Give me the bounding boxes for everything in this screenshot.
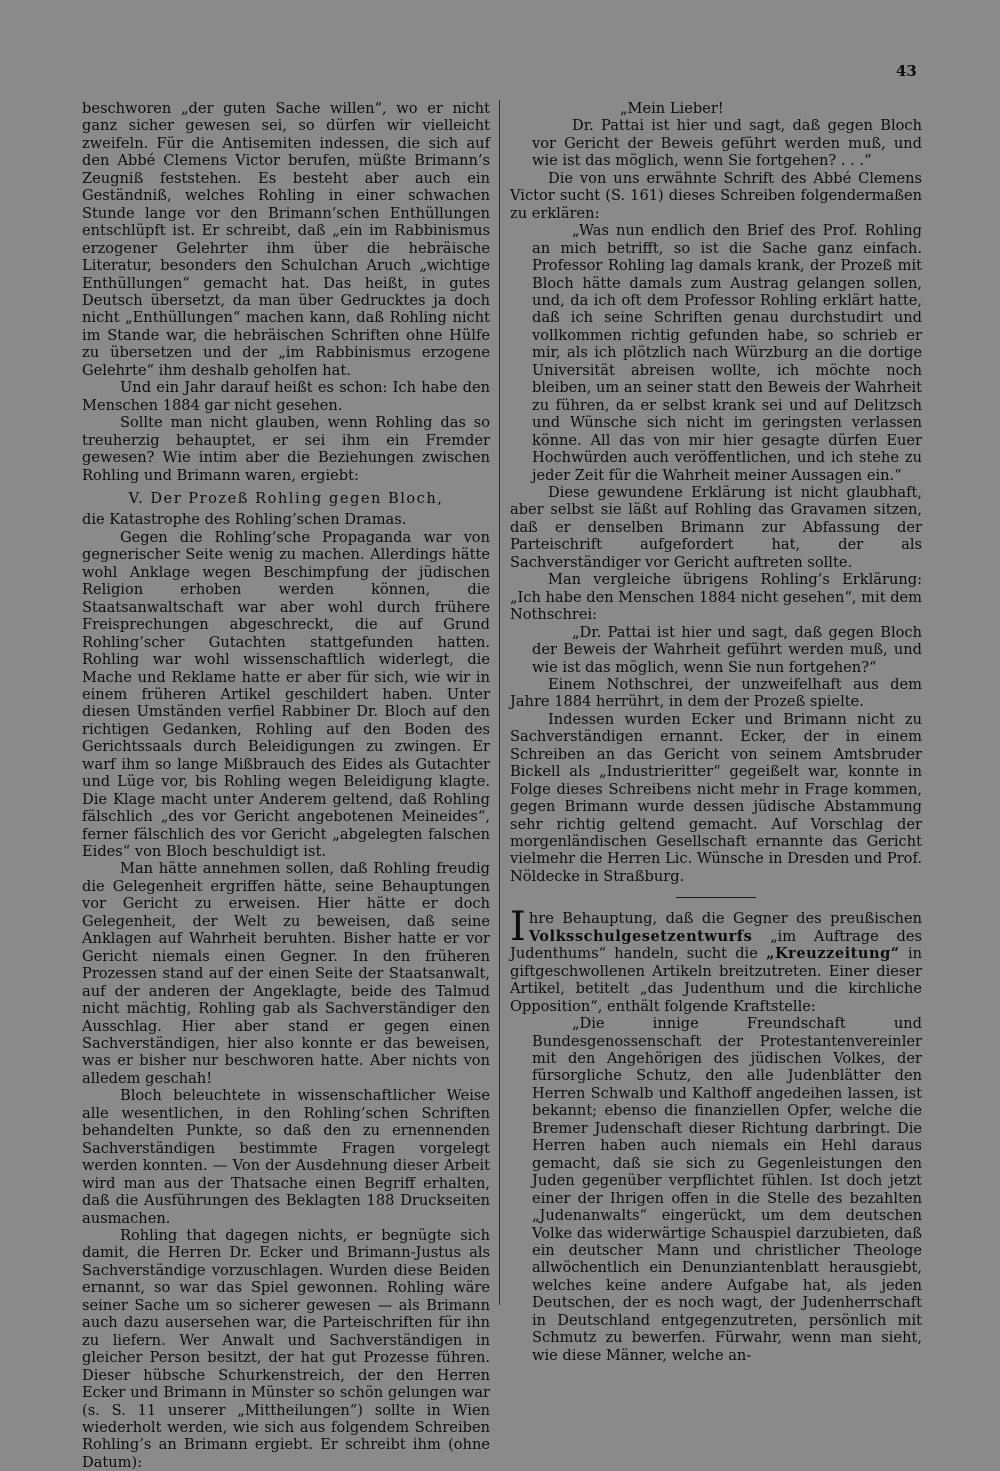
article-lead: hre Behauptung, daß die Gegner des preußischen: [528, 910, 922, 928]
paragraph: Indessen wurden Ecker und Brimann nicht zu Sachverständigen ernannt. Ecker, der in einem Schreiben an das Gericht von seinem Amtsbruder Bickell als „Industrieritter“ gegeißelt war, konnte in Folge dieses Schreibens nicht mehr in Frage kommen, gegen Brimann wurde dessen jüdische Abstammung sehr richtig geltend gemacht. Auf Vorschlag der morgenländischen Gesellschaft ernannte das Gericht vielmehr die Herren Lic. Wünsche in Dresden und Prof. Nöldecke in Straßburg.: [510, 710, 922, 885]
paragraph: Man hätte annehmen sollen, daß Rohling freudig die Gelegenheit ergriffen hätte, seine Behauptungen vor Gericht zu erweisen. Hier hätte er doch Gelegenheit, der Welt zu beweisen, daß seine Anklagen auf Wahrheit beruhten. Bisher hatte er vor Gericht niemals einen Gegner. In den früheren Prozessen stand auf der einen Seite der Staatsanwalt, auf der anderen der Angeklagte, beide des Talmud nicht mächtig, Rohling gab als Sachverständiger den Ausschlag. Hier aber stand er gegen einen Sachverständigen, hier also konnte er das beweisen, was er bisher nur beschworen hatte. Aber nichts von alledem geschah!: [82, 860, 490, 1087]
paragraph: Die von uns erwähnte Schrift des Abbé Clemens Victor sucht (S. 161) dieses Schreiben folgendermaßen zu erklären:: [510, 169, 922, 222]
right-column: [510, 100, 922, 1364]
article-opening: [510, 904, 923, 1015]
quotation: „Die innige Freundschaft und Bundesgenossenschaft der Protestantenvereinler mit den Angehörigen des jüdischen Volkes, der fürsorgliche Schutz, den alle Judenblätter den Herren Schwalb und Kalthoff angedeihen lassen, ist bekannt; ebenso die finanziellen Opfer, welche die Bremer Judenschaft dieser Richtung darbringt. Die Herren haben auch niemals ein Hehl daraus gemacht, daß sie sich zu Gegenleistungen den Juden gegenüber verpflichtet fühlen. Ist doch jetzt einer der Ihrigen offen in die Stelle des bezahlten „Judenanwalts“ eingerückt, um dem deutschen Volke das widerwärtige Schauspiel darzubieten, daß ein deutscher Mann und christlicher Theologe allwöchentlich ein Denunziantenblatt herausgiebt, welches keine andere Aufgabe hat, als jeden Deutschen, der es noch wagt, der Judenherrschaft in Deutschland entgegenzutreten, persönlich mit Schmutz zu bewerfen. Fürwahr, wenn man sieht, wie diese Männer, welche an-: [532, 1015, 922, 1364]
letter-salutation: „Mein Lieber!: [620, 100, 724, 117]
paragraph: Bloch beleuchtete in wissenschaftlicher Weise alle wesentlichen, in den Rohling’schen Schriften behandelten Punkte, so daß den zu ernennenden Sachverständigen bestimmte Fragen vorgelegt werden konnten. — Von der Ausdehnung dieser Arbeit wird man aus der Thatsache einen Begriff erhalten, daß die Ausführungen des Beklagten 188 Druckseiten ausmachen.: [82, 1087, 490, 1227]
paragraph: Man vergleiche übrigens Rohling’s Erklärung: „Ich habe den Menschen 1884 nicht gesehen“, mit dem Nothschrei:: [510, 571, 923, 624]
quotation: „Was nun endlich den Brief des Prof. Rohling an mich betrifft, so ist die Sache ganz einfach. Professor Rohling lag damals krank, der Prozeß mit Bloch hätte damals zum Austrag gelangen sollen, und, da ich oft dem Professor Rohling erklärt hatte, daß ich seine Schriften genau durchstudirt und vollkommen richtig gefunden habe, so schrieb er mir, als ich plötzlich nach Würzburg an die dortige Universität abreisen wollte, ich möchte noch bleiben, um an seiner statt den Beweis der Wahrheit zu führen, da er selbst krank sei und auf Delitzsch und Wünsche sich nicht im geringsten verlassen könne. All das von mir hier gesagte dürfen Euer Hochwürden auch veröffentlichen, und ich stehe zu jeder Zeit für die Wahrheit meiner Aussagen ein.“: [532, 222, 922, 484]
bold-term: „Kreuzzeitung“: [766, 945, 900, 963]
bold-term: Volksschulgesetzentwurfs: [528, 927, 753, 945]
section-subheading: die Katastrophe des Rohling’schen Dramas.: [82, 511, 407, 529]
drop-cap: I: [510, 904, 526, 951]
paragraph: Sollte man nicht glauben, wenn Rohling das so treuherzig behauptet, er sei ihm ein Fremder gewesen? Wie intim aber die Beziehungen zwischen Rohling und Brimann waren, ergiebt:: [82, 414, 490, 484]
quotation: „Dr. Pattai ist hier und sagt, daß gegen Bloch der Beweis der Wahrheit geführt werden muß, und wie ist das möglich, wenn Sie nun fortgehen?“: [532, 623, 922, 676]
quoted-letter: Dr. Pattai ist hier und sagt, daß gegen Bloch vor Gericht der Beweis geführt werden muß, und wie ist das möglich, wenn Sie fortgehen? . . .“: [532, 117, 922, 170]
page-number: 43: [896, 62, 917, 80]
paragraph: Und ein Jahr darauf heißt es schon: Ich habe den Menschen 1884 gar nicht gesehen.: [82, 379, 490, 414]
paragraph: beschworen „der guten Sache willen“, wo er nicht ganz sicher gewesen sei, so dürfen wir vielleicht zweifeln. Für die Antisemiten indessen, die sich auf den Abbé Clemens Victor berufen, müßte Brimann’s Zeugniß feststehen. Es besteht aber auch ein Geständniß, welches Rohling in einer schwachen Stunde lange vor den Brimann’schen Enthüllungen entschlüpft ist. Er schreibt, daß „ein im Rabbinismus erzogener Gelehrter ihm über die hebräische Literatur, besonders den Schulchan Aruch „wichtige Enthüllungen“ gemacht hat. Das heißt, in gutes Deutsch übersetzt, da man über Gedrucktes ja doch nicht „Enthüllungen“ machen kann, daß Rohling nicht im Stande war, die hebräischen Schriften ohne Hülfe zu übersetzen und der „im Rabbinismus erzogene Gelehrte“ ihm deshalb geholfen hat.: [82, 100, 490, 379]
paragraph: Einem Nothschrei, der unzweifelhaft aus dem Jahre 1884 herrührt, in dem der Prozeß spielte.: [510, 675, 922, 711]
paragraph: Rohling that dagegen nichts, er begnügte sich damit, die Herren Dr. Ecker und Brimann-Justus als Sachverständige vorzuschlagen. Wurden diese Beiden ernannt, so war das Spiel gewonnen. Rohling wäre seiner Sache um so sicherer gewesen — als Brimann auch dazu ausersehen war, die Parteischriften für ihn zu liefern. Wer Anwalt und Sachverständigen in gleicher Person besitzt, der hat gut Prozesse führen. Dieser hübsche Schurkenstreich, der den Herren Ecker und Brimann in Münster so schön gelungen war (s. S. 11 unserer „Mittheilungen“) sollte in Wien wiederholt werden, wie sich aus folgendem Schreiben Rohling’s an Brimann ergiebt. Er schreibt ihm (ohne Datum):: [82, 1227, 490, 1471]
article-divider: [676, 897, 756, 898]
left-column: [82, 100, 490, 1471]
article-text: in giftgeschwollenen Artikeln breitzutreten. Einer dieser Artikel, betitelt „das Judenthum und die kirchliche Opposition“, enthält folgende Kraftstelle:: [510, 945, 923, 1015]
column-rule: [499, 100, 500, 1305]
article-text: „im Auftrage des Judenthums“ handeln, sucht die: [510, 927, 923, 963]
paragraph: Diese gewundene Erklärung ist nicht glaubhaft, aber selbst sie läßt auf Rohling das Gravamen sitzen, daß er denselben Brimann zur Abfassung der Parteischrift aufgefordert hat, der als Sachverständiger vor Gericht auftreten sollte.: [510, 483, 922, 571]
paragraph: Gegen die Rohling’sche Propaganda war von gegnerischer Seite wenig zu machen. Allerdings hätte wohl Anklage wegen Beschimpfung der jüdischen Religion erhoben werden können, die Staatsanwaltschaft war aber wohl durch frühere Freisprechungen abgeschreckt, die auf Grund Rohling’scher Gutachten stattgefunden hatten. Rohling war wohl wissenschaftlich widerlegt, die Mache und Reklame hatte er aber für sich, wie wir in einem früheren Artikel geschildert haben. Unter diesen Umständen verfiel Rabbiner Dr. Bloch auf den richtigen Gedanken, Rohling auf den Boden des Gerichtssaals durch Beleidigungen zu zwingen. Er warf ihm so lange Mißbrauch des Eides als Gutachter und Lüge vor, bis Rohling wegen Beleidigung klagte. Die Klage macht unter Anderem geltend, daß Rohling fälschlich „des vor Gericht angebotenen Meineides“, ferner fälschlich des vor Gericht „abgelegten falschen Eides“ von Bloch beschuldigt ist.: [82, 528, 490, 861]
section-heading: V. Der Prozeß Rohling gegen Bloch,: [128, 489, 444, 507]
